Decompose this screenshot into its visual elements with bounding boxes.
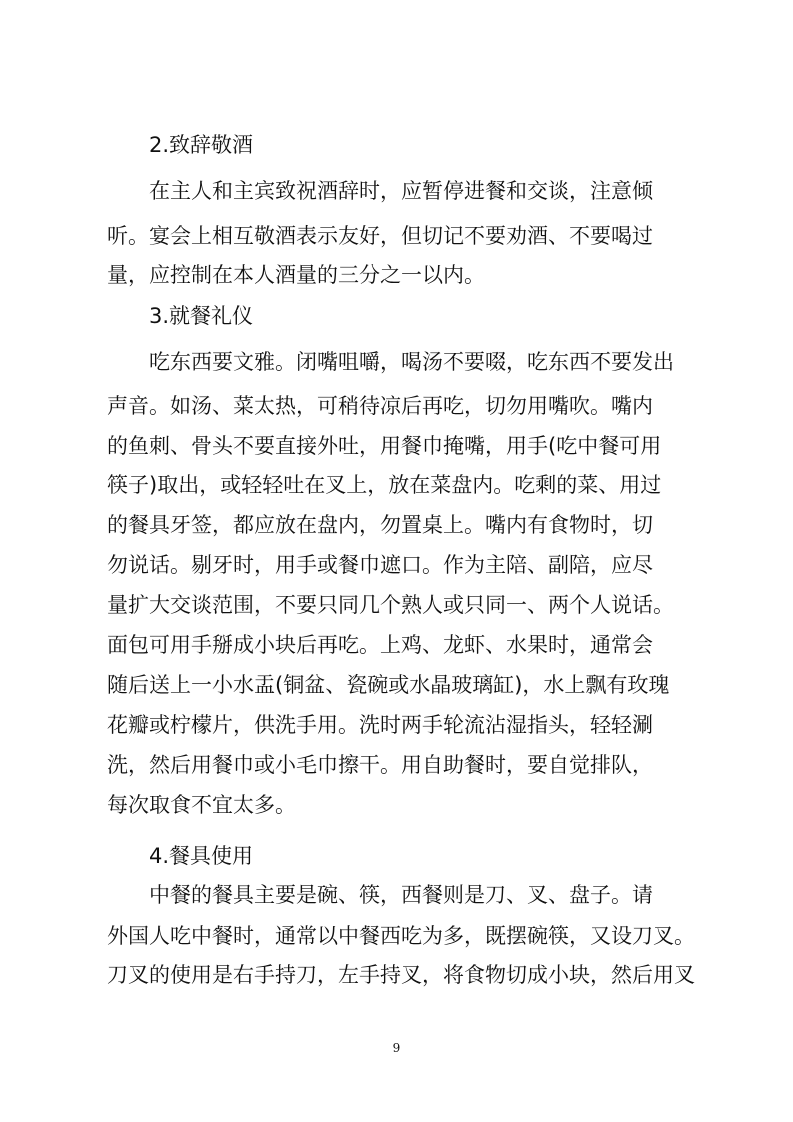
paragraph-line: 勿说话。剔牙时，用手或餐巾遮口。作为主陪、副陪，应尽 xyxy=(107,553,653,577)
paragraph-line: 面包可用手掰成小块后再吃。上鸡、龙虾、水果时，通常会 xyxy=(107,633,653,657)
paragraph-line: 的鱼刺、骨头不要直接外吐，用餐巾掩嘴，用手(吃中餐可用 xyxy=(107,434,662,458)
paragraph-line: 听。宴会上相互敬酒表示友好，但切记不要劝酒、不要喝过 xyxy=(107,224,653,248)
paragraph-line: 在主人和主宾致祝酒辞时，应暂停进餐和交谈，注意倾 xyxy=(149,179,653,203)
paragraph-line: 洗，然后用餐巾或小毛巾擦干。用自助餐时，要自觉排队， xyxy=(107,753,653,777)
paragraph-line: 量扩大交谈范围，不要只同几个熟人或只同一、两个人说话。 xyxy=(107,593,674,617)
paragraph-line: 量，应控制在本人酒量的三分之一以内。 xyxy=(107,263,485,287)
paragraph-line: 花瓣或柠檬片，供洗手用。洗时两手轮流沾湿指头，轻轻涮 xyxy=(107,713,653,737)
page-number: 9 xyxy=(392,1041,401,1055)
paragraph-line: 吃东西要文雅。闭嘴咀嚼，喝汤不要啜，吃东西不要发出 xyxy=(149,350,674,374)
paragraph-line: 外国人吃中餐时，通常以中餐西吃为多，既摆碗筷，又设刀叉。 xyxy=(107,924,695,948)
section-heading: 3.就餐礼仪 xyxy=(149,304,254,328)
paragraph-line: 随后送上一小水盂(铜盆、瓷碗或水晶玻璃缸)，水上飘有玫瑰 xyxy=(107,673,670,697)
paragraph-line: 中餐的餐具主要是碗、筷，西餐则是刀、叉、盘子。请 xyxy=(149,883,653,907)
section-heading: 4.餐具使用 xyxy=(149,844,254,868)
paragraph-line: 筷子)取出，或轻轻吐在叉上，放在菜盘内。吃剩的菜、用过 xyxy=(107,473,662,497)
paragraph-line: 每次取食不宜太多。 xyxy=(107,793,296,817)
paragraph-line: 声音。如汤、菜太热，可稍待凉后再吃，切勿用嘴吹。嘴内 xyxy=(107,394,653,418)
paragraph-line: 的餐具牙签，都应放在盘内，勿置桌上。嘴内有食物时，切 xyxy=(107,513,653,537)
section-heading: 2.致辞敬酒 xyxy=(149,133,254,157)
paragraph-line: 刀叉的使用是右手持刀，左手持叉，将食物切成小块，然后用叉 xyxy=(107,963,695,987)
